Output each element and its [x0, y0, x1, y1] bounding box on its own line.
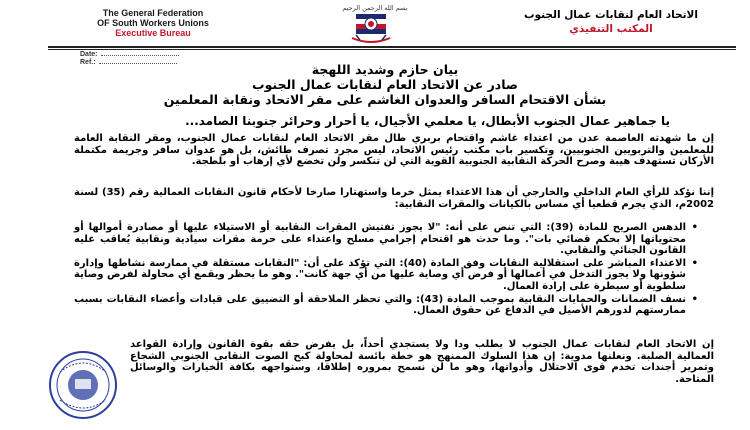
closing-paragraph: إن الاتحاد العام لنقابات عمال الجنوب لا يطلب ودا ولا يستجدي أحداً، بل يفرض حقه بقوة القانون وإرادة القواعد العمالية الصلبة. ونعلنها مدوية: إن هذا السلوك الممنهج هو خطة بائسة لمحاولة كبح الصوت النقابي الجنوبي الشجاع وتمرير أجندات تخدم قوى الاحتلال وأدواتها، وهو ما لن نسمح بمروره إطلاقا، وسنواجهه بكافة الخيارات والوسائل المتاحة. — [130, 339, 714, 385]
statement-subject: بشأن الاقتحام السافر والعدوان الغاشم على مقر الاتحاد ونقابة المعلمين — [163, 92, 607, 107]
list-item: • الاعتداء المباشر على استقلالية النقابات وفق المادة (40): التي تؤكد على أن: "النقابات مستقلة في ممارسة نشاطها وإدارة شؤونها ولا يجوز التدخل في أعمالها أو فرض أي وصاية عليها من أي جهة كانت". وهو ما يحظر ويقمع أي محاولة لفرض وصاية سلطوية أو سيطرة على إرادة العمال. — [74, 258, 700, 293]
ref-label: Ref.: — [80, 59, 96, 66]
header-divider-thin — [48, 49, 736, 50]
paragraph-1: إن ما شهدته العاصمة عدن من اعتداء غاشم واقتحام بربري طال مقر الاتحاد العام لنقابات عمال الجنوب، ومقر النقابة العامة للمعلمين والتربويين الجنوبيين، وتكسير باب مكتب رئيس الاتحاد، ليس مجرد تصرف طائش، بل هو عدوان سافر وجريمة مكتملة الأركان تستهدف هيبة وصرح الحركة النقابية الجنوبية القوية التي لن تنكسر ولن تخضع لأي إرهاب أو بلطجة. — [74, 133, 714, 168]
english-letterhead — [48, 8, 258, 38]
list-item: • نسف الضمانات والحمايات النقابية بموجب المادة (43): والتي تحظر الملاحقة أو التضييق على قيادات وأعضاء النقابات بسبب ممارستهم لدورهم الأصيل في الدفاع عن حقوق العمال. — [74, 294, 700, 317]
federation-logo-icon — [350, 12, 392, 46]
english-bureau: Executive Bureau — [115, 28, 191, 38]
statement-title: بيان حازم وشديد اللهجة — [311, 62, 459, 77]
greeting-line: يا جماهير عمال الجنوب الأبطال، يا معلمي الأجيال، يا أحرار وحرائر جنوبنا الصامد... — [185, 114, 670, 128]
arabic-letterhead — [486, 8, 736, 36]
paragraph-2: إننا نؤكد للرأي العام الداخلي والخارجي أن هذا الاعتداء يمثل خرما واستهتارا صارخا لأحكام قانون النقابات العمالية رقم (35) لسنة 2002م، الذي يجرم قطعيا أي مساس بالكيانات والمقرات النقابية: — [74, 187, 714, 210]
date-field — [80, 51, 179, 58]
arabic-line-1: الاتحاد العام لنقابات عمال الجنوب — [524, 9, 698, 21]
english-line-2: OF South Workers Unions — [97, 18, 209, 28]
header-divider — [48, 46, 736, 48]
date-label: Date: — [80, 51, 98, 58]
official-stamp-icon — [48, 350, 118, 420]
list-item: • الدهس الصريح للمادة (39): التي تنص على أنه: "لا يجوز تفتيش المقرات النقابية أو الاستيلاء عليها أو مصادرة أموالها أو محتوياتها إلا بحكم قضائي بات". وما حدث هو اقتحام إجرامي مسلح واعتداء على حرمة مقرات سيادية ونقابية يُعاقب عليه القانون الجنائي والنقابي. — [74, 222, 700, 257]
english-line-1: The General Federation — [102, 8, 204, 18]
legal-articles-list — [74, 222, 700, 318]
statement-issuer: صادر عن الاتحاد العام لنقابات عمال الجنوب — [252, 77, 518, 92]
arabic-line-2: المكتب التنفيذي — [569, 23, 653, 35]
basmala: بسم الله الرحمن الرحيم — [342, 4, 408, 12]
